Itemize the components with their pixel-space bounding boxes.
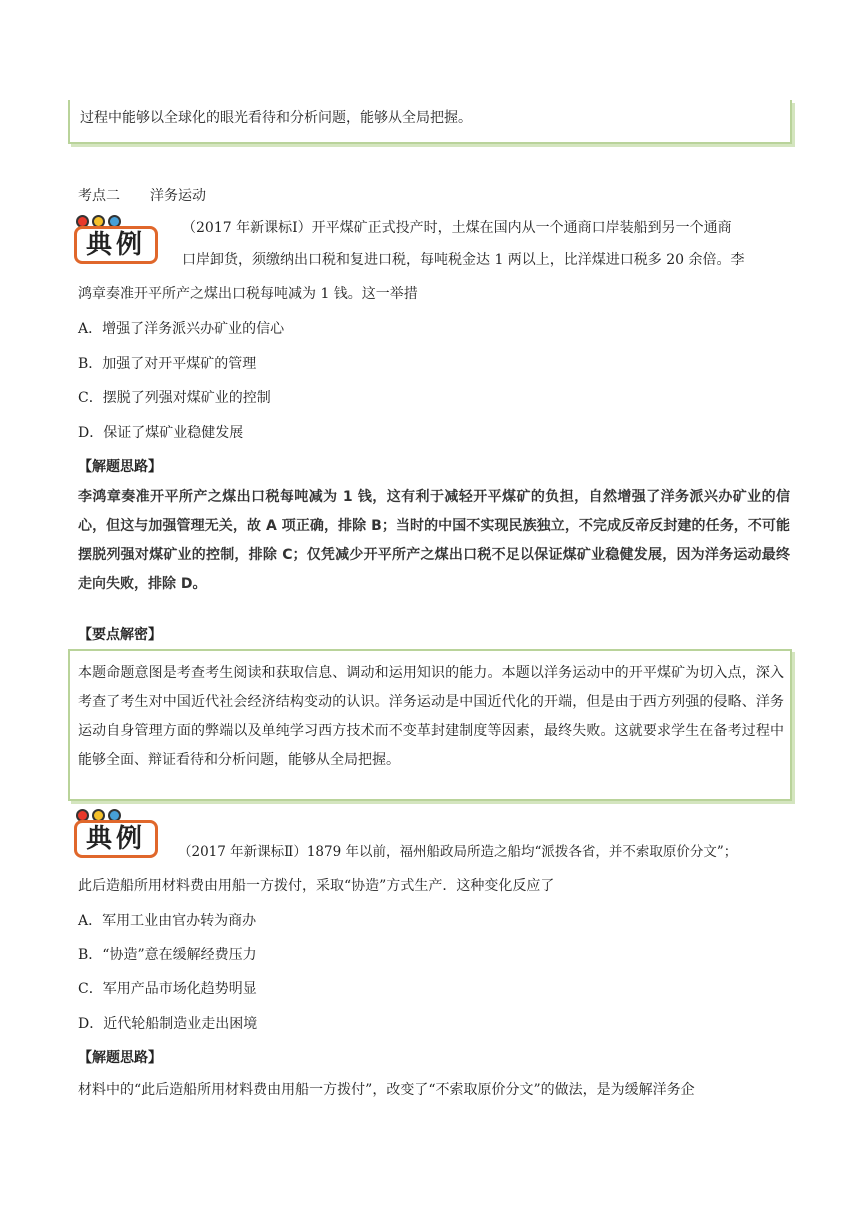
q1-key-title: 【要点解密】 (78, 627, 162, 643)
example-logo-2 (72, 806, 160, 860)
top-note-text: 过程中能够以全球化的眼光看待和分析问题，能够从全局把握。 (80, 110, 472, 126)
q1-option-a: A．增强了洋务派兴办矿业的信心 (78, 321, 285, 337)
q1-analysis: 李鸿章奏准开平所产之煤出口税每吨减为 1 钱，这有利于减轻开平煤矿的负担，自然增强了洋务派兴办矿业的信心，但这与加强管理无关，故 A 项正确，排除 B；当时的中国不实现民族独立，不完成反帝反封建的任务，不可能摆脱列强对煤矿业的控制，排除 C；仅凭减少开平所产之煤出口税不足以保证煤矿业稳健发展，因为洋务运动最终走向失败，排除 D。 (78, 489, 790, 592)
section-title: 洋务运动 (150, 188, 206, 204)
q1-stem-line1: （2017 年新课标Ⅰ）开平煤矿正式投产时，土煤在国内从一个通商口岸装船到另一个通商 (182, 220, 732, 236)
q1-option-d: D．保证了煤矿业稳健发展 (78, 425, 244, 441)
example-logo (72, 212, 160, 266)
q2-analysis-line1: 材料中的“此后造船所用材料费由用船一方拨付”，改变了“不索取原价分文”的做法，是为缓解洋务企 (78, 1082, 695, 1098)
q1-option-b: B．加强了对开平煤矿的管理 (78, 356, 257, 372)
q2-analysis-title: 【解题思路】 (78, 1050, 162, 1066)
q2-option-d: D．近代轮船制造业走出困境 (78, 1016, 258, 1032)
q1-stem-line3: 鸿章奏准开平所产之煤出口税每吨减为 1 钱。这一举措 (78, 286, 418, 302)
q1-key-text: 本题命题意图是考查考生阅读和获取信息、调动和运用知识的能力。本题以洋务运动中的开平煤矿为切入点，深入考查了考生对中国近代社会经济结构变动的认识。洋务运动是中国近代化的开端，但是由于西方列强的侵略、洋务运动自身管理方面的弊端以及单纯学习西方技术而不变革封建制度等因素，最终失败。这就要求学生在备考过程中能够全面、辩证看待和分析问题，能够从全局把握。 (78, 665, 784, 768)
example-logo-text: 典例 (74, 226, 158, 264)
q1-analysis-title: 【解题思路】 (78, 459, 162, 475)
top-note-box (68, 100, 792, 144)
q2-stem-line1: （2017 年新课标Ⅱ）1879 年以前，福州船政局所造之船均“派拨各省，并不索取原价分文”； (178, 844, 738, 860)
example-logo-text: 典例 (74, 820, 158, 858)
q1-stem-line2: 口岸卸货，须缴纳出口税和复进口税，每吨税金达 1 两以上，比洋煤进口税多 20 余倍。李 (182, 252, 745, 268)
q2-option-c: C．军用产品市场化趋势明显 (78, 981, 257, 997)
q2-stem-line2: 此后造船所用材料费由用船一方拨付，采取“协造”方式生产．这种变化反应了 (78, 878, 555, 894)
q2-option-a: A．军用工业由官办转为商办 (78, 913, 257, 929)
section-label: 考点二 (78, 188, 120, 204)
q2-option-b: B．“协造”意在缓解经费压力 (78, 947, 257, 963)
q1-option-c: C．摆脱了列强对煤矿业的控制 (78, 390, 271, 406)
